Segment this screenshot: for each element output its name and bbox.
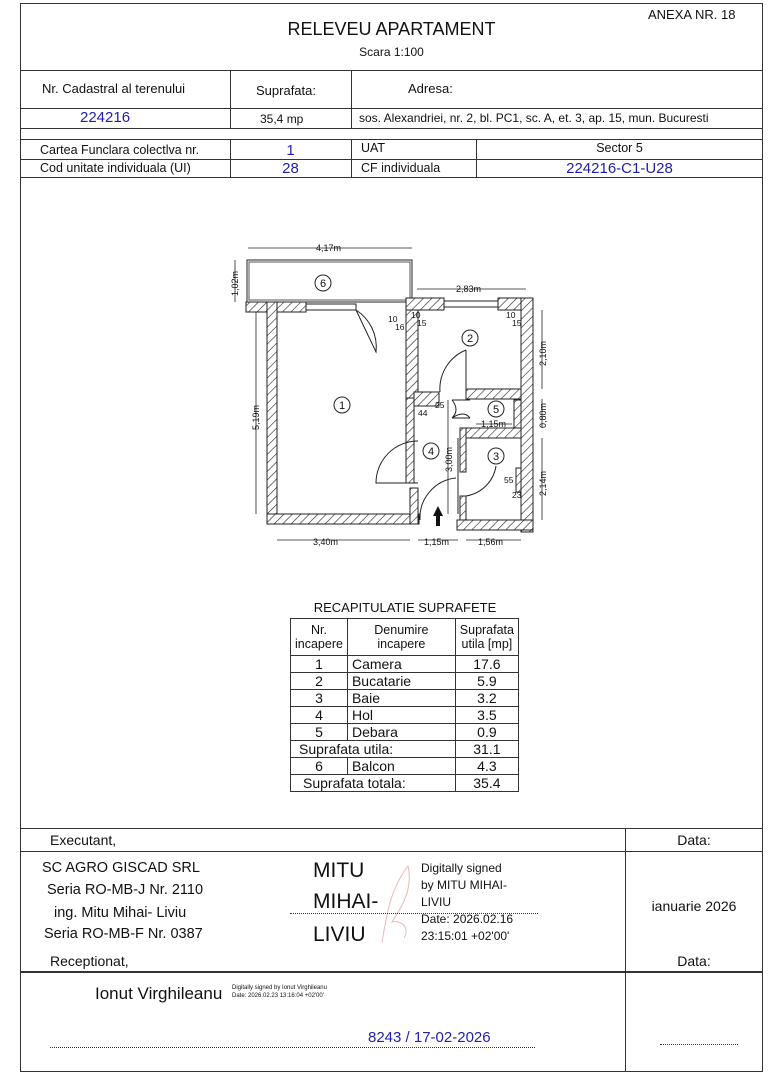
receptionat-date-label: Data: <box>677 953 711 969</box>
receptionat-label: Receptionat, <box>50 953 129 969</box>
recap-table <box>290 618 519 792</box>
uat-label: UAT <box>361 141 386 155</box>
signature-info-line5: 23:15:01 +02'00' <box>421 929 510 943</box>
column-header: Nr. incapere <box>291 619 348 656</box>
cf-individual-label: CF individuala <box>361 161 441 175</box>
svg-text:10: 10 <box>506 310 516 320</box>
table-row: 3 Baie 3.2 <box>291 690 519 707</box>
recap-title: RECAPITULATIE SUPRAFETE <box>313 600 497 615</box>
cadastral-number: 224216 <box>80 109 131 126</box>
signature-mark-icon <box>378 862 418 946</box>
receiver-signature-info-line1: Digitally signed by Ionut Virghileanu <box>232 985 327 991</box>
svg-text:44: 44 <box>418 408 428 418</box>
svg-text:1,02m: 1,02m <box>230 270 240 296</box>
executant-date-value: ianuarie 2026 <box>651 898 737 914</box>
total-area-row: Suprafata totala: 35.4 <box>291 775 519 792</box>
svg-text:15: 15 <box>417 318 427 328</box>
receiver-signature-name: Ionut Virghileanu <box>95 984 223 1003</box>
divider <box>20 851 763 852</box>
divider <box>625 828 626 1072</box>
receiver-date-line <box>660 1044 738 1045</box>
table-row: 6 Balcon 4.3 <box>291 758 519 775</box>
signature-name-line1: MITU <box>313 859 365 882</box>
signature-info-line4: Date: 2026.02.16 <box>421 912 514 926</box>
executant-label: Executant, <box>50 832 117 848</box>
table-row: 1 Camera 17.6 <box>291 656 519 673</box>
ui-code-value: 28 <box>282 160 299 177</box>
svg-text:10: 10 <box>388 314 398 324</box>
receiver-signature-line <box>50 1047 535 1048</box>
divider <box>20 828 763 829</box>
svg-text:25: 25 <box>435 400 445 410</box>
svg-text:55: 55 <box>504 475 514 485</box>
svg-text:5: 5 <box>492 404 500 416</box>
svg-text:2,83m: 2,83m <box>456 284 482 294</box>
cf-individual-value: 224216-C1-U28 <box>566 160 673 177</box>
receiver-signature-info-line2: Date: 2026.02.23 13:16:04 +02'00' <box>232 993 324 999</box>
column-header: Suprafata utila [mp] <box>455 619 518 656</box>
svg-text:1,15m: 1,15m <box>424 537 450 547</box>
registration-number: 8243 / 17-02-2026 <box>368 1029 491 1046</box>
signature-info-line2: by MITU MIHAI- <box>421 878 507 892</box>
svg-text:5,19m: 5,19m <box>251 404 261 430</box>
ui-code-label: Cod unitate individuala (UI) <box>40 161 191 175</box>
divider <box>20 972 763 973</box>
svg-text:3: 3 <box>492 451 500 463</box>
table-row: 4 Hol 3.5 <box>291 707 519 724</box>
svg-text:10: 10 <box>411 310 421 320</box>
svg-text:2,14m: 2,14m <box>538 470 548 496</box>
area-value: 35,4 mp <box>260 112 304 126</box>
table-row: 2 Bucatarie 5.9 <box>291 673 519 690</box>
entry-arrow-icon <box>433 506 443 526</box>
svg-text:1,56m: 1,56m <box>478 537 504 547</box>
cf-collective-value: 1 <box>286 142 295 159</box>
svg-text:1,15m: 1,15m <box>481 419 507 429</box>
svg-text:4: 4 <box>427 446 435 458</box>
engineer-name: ing. Mitu Mihai- Liviu <box>54 905 187 921</box>
signature-info-line3: LIVIU <box>421 895 452 909</box>
area-label: Suprafata: <box>256 83 316 98</box>
series-f: Seria RO-MB-F Nr. 0387 <box>44 926 203 942</box>
svg-text:2: 2 <box>466 333 474 345</box>
executant-date-label: Data: <box>677 832 711 848</box>
svg-text:0,80m: 0,80m <box>538 402 548 428</box>
address-label: Adresa: <box>408 81 453 96</box>
svg-text:3,40m: 3,40m <box>313 537 339 547</box>
signature-name-line3: LIVIU <box>313 923 366 946</box>
signature-name-line2: MIHAI- <box>313 890 379 913</box>
cf-collective-label: Cartea Funclara colectlva nr. <box>40 143 200 157</box>
svg-text:2,10m: 2,10m <box>538 340 548 366</box>
address-value: sos. Alexandriei, nr. 2, bl. PC1, sc. A, et. 3, ap. 15, mun. Bucuresti <box>359 111 709 125</box>
scale-label: Scara 1:100 <box>359 45 424 59</box>
svg-text:23: 23 <box>512 490 522 500</box>
annex-label: ANEXA NR. 18 <box>648 7 736 22</box>
column-header: Denumire incapere <box>347 619 455 656</box>
svg-text:4,17m: 4,17m <box>316 243 342 253</box>
useful-area-row: Suprafata utila: 31.1 <box>291 741 519 758</box>
svg-text:6: 6 <box>319 278 327 290</box>
svg-text:1: 1 <box>338 400 346 412</box>
cadastral-label: Nr. Cadastral al terenului <box>42 81 186 96</box>
svg-text:16: 16 <box>395 322 405 332</box>
company-name: SC AGRO GISCAD SRL <box>42 860 200 876</box>
page-title: RELEVEU APARTAMENT <box>287 19 496 39</box>
svg-text:3,00m: 3,00m <box>444 446 454 472</box>
svg-text:15: 15 <box>512 318 522 328</box>
uat-value: Sector 5 <box>596 141 643 155</box>
table-row: 5 Debara 0.9 <box>291 724 519 741</box>
signature-line <box>290 913 538 914</box>
series-j: Seria RO-MB-J Nr. 2110 <box>47 882 204 898</box>
signature-info-line1: Digitally signed <box>421 861 502 875</box>
